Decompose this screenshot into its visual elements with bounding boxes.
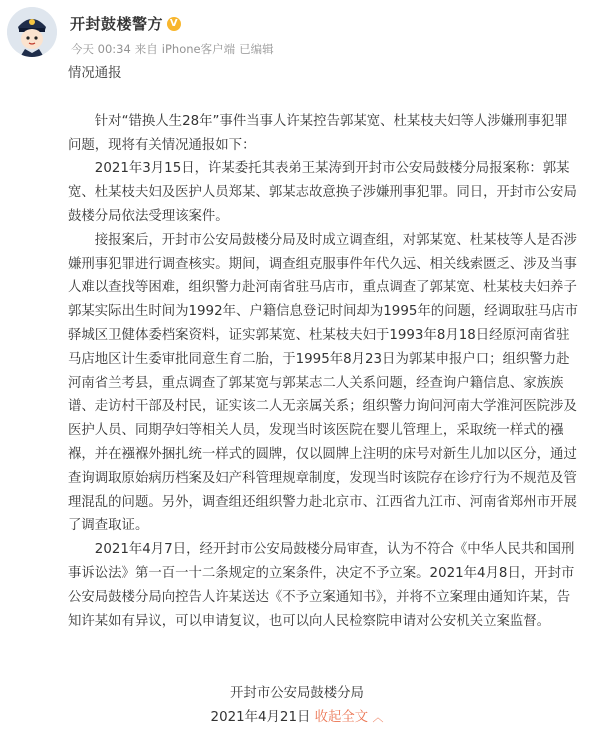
post-time[interactable]: 今天 00:34 xyxy=(71,42,131,56)
post-meta xyxy=(71,41,274,57)
signature: 开封市公安局鼓楼分局 xyxy=(230,686,364,701)
date-line xyxy=(0,706,594,730)
chevron-up-icon[interactable]: ︿ xyxy=(372,711,384,724)
post-paragraph-3: 接报案后，开封市公安局鼓楼分局及时成立调查组，对郭某宽、杜某枝等人是否涉嫌刑事犯罪进行调查核实。期间，调查组克服事件年代久远、相关线索匮乏、涉及当事人难以查找等困难，组织警力赴河南省驻马店市，重点调查了郭某宽、杜某枝夫妇养子郭某实际出生时间为1992年、户籍信息登记时间却为1995年的问题，经调取驻马店市驿城区卫健体委档案资料，证实郭某宽、杜某枝夫妇于1993年8月18日经原河南省驻马店地区计生委审批同意生育二胎，于1995年8月23日为郭某申报户口；组织警力赴河南省兰考县，重点调查了郭某宽与郭某志二人关系问题，经查询户籍信息、家族族谱、走访村干部及村民，证实该二人无亲属关系；组织警力询问河南大学淮河医院涉及医护人员、同期孕妇等相关人员，发现当时该医院在婴儿管理上，采取统一样式的襁褓，并在襁褓外捆扎统一样式的圆牌，仅以圆牌上注明的床号对新生儿加以区分，通过查询调取原始病历档案及妇产科管理规章制度，发现当时该院存在诊疗行为不规范及管理混乱的问题。另外，调查组还组织警力赴北京市、江西省九江市、河南省郑州市开展了调查取证。 xyxy=(68,232,579,534)
author-name[interactable] xyxy=(70,13,181,34)
verified-badge-icon: V xyxy=(167,17,181,31)
source-prefix: 来自 xyxy=(134,42,158,56)
post-heading: 情况通报 xyxy=(68,66,122,81)
post-date: 2021年4月21日 xyxy=(210,710,311,725)
police-avatar-icon xyxy=(7,7,57,57)
post-paragraph-4: 2021年4月7日，经开封市公安局鼓楼分局审查，认为不符合《中华人民共和国刑事诉讼法》第一百一十二条规定的立案条件，决定不予立案。2021年4月8日，开封市公安局鼓楼分局向控告人许某送达《不予立案通知书》，并将不立案理由通知许某，告知许某如有异议，可以申请复议，也可以向人民检察院申请对公安机关立案监督。 xyxy=(68,542,575,629)
post-source[interactable]: iPhone客户端 xyxy=(161,42,236,56)
post-paragraph-2: 2021年3月15日，许某委托其表弟王某涛到开封市公安局鼓楼分局报案称：郭某宽、杜某枝夫妇及医护人员郑某、郭某志故意换子涉嫌刑事犯罪。同日，开封市公安局鼓楼分局依法受理该案件。 xyxy=(68,161,577,224)
author-name-text[interactable]: 开封鼓楼警方 xyxy=(70,15,164,33)
collapse-button[interactable] xyxy=(315,710,384,725)
avatar[interactable] xyxy=(7,7,57,57)
edited-label: 已编辑 xyxy=(239,42,274,56)
post-content xyxy=(68,62,580,633)
blank-line xyxy=(68,86,580,110)
collapse-label[interactable]: 收起全文 xyxy=(314,710,369,725)
post-paragraph-1: 针对“错换人生28年”事件当事人许某控告郭某宽、杜某枝夫妇等人涉嫌刑事犯罪问题，现将有关情况通报如下： xyxy=(68,113,568,153)
